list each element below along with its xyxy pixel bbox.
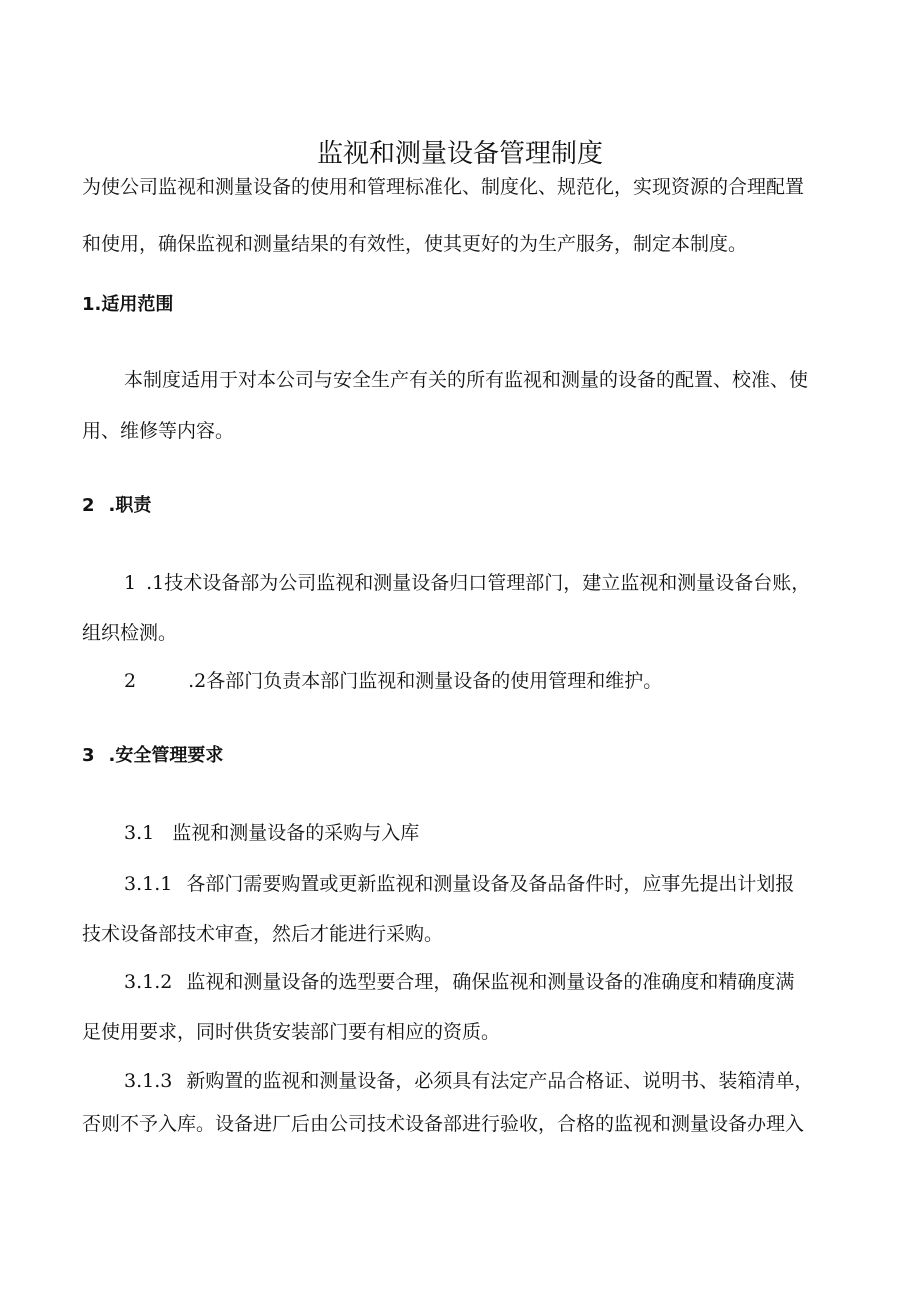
- section-3-1-heading: [124, 819, 419, 847]
- section-3-heading-number: 3: [82, 745, 95, 766]
- section-2-item-2-text: .2各部门负责本部门监视和测量设备的使用管理和维护。: [188, 670, 663, 692]
- intro-line-1: 为使公司监视和测量设备的使用和管理标准化、制度化、规范化，实现资源的合理配置: [82, 176, 805, 198]
- section-3-1-1-line-2: 技术设备部技术审查，然后才能进行采购。: [82, 923, 444, 945]
- document-title: 监视和测量设备管理制度: [316, 139, 603, 169]
- section-3-1-2-text: 监视和测量设备的选型要合理，确保监视和测量设备的准确度和精确度满: [186, 971, 795, 993]
- section-3-1-number: 3.1: [124, 822, 155, 844]
- section-3-heading: [82, 742, 223, 770]
- section-2-item-2-number: 2: [124, 670, 137, 692]
- section-2-heading: [82, 492, 151, 520]
- section-3-1-text: 监视和测量设备的采购与入库: [172, 822, 420, 844]
- section-2-item-1-number: 1: [124, 572, 137, 594]
- section-1-paragraph-line-2: 用、维修等内容。: [82, 420, 235, 442]
- section-3-1-3-text: 新购置的监视和测量设备，必须具有法定产品合格证、说明书、装箱清单，: [186, 1070, 814, 1092]
- section-3-1-2-number: 3.1.2: [124, 971, 173, 993]
- intro-line-2: 和使用，确保监视和测量结果的有效性，使其更好的为生产服务，制定本制度。: [82, 233, 748, 255]
- section-3-heading-text: .安全管理要求: [108, 745, 224, 766]
- section-1-paragraph-line-1: 本制度适用于对本公司与安全生产有关的所有监视和测量的设备的配置、校准、使: [124, 369, 809, 391]
- section-3-1-3-line-2: 否则不予入库。设备进厂后由公司技术设备部进行验收，合格的监视和测量设备办理入: [82, 1113, 805, 1135]
- section-3-1-2-line-2: 足使用要求，同时供货安装部门要有相应的资质。: [82, 1021, 501, 1043]
- section-2-item-1-line-2: 组织检测。: [82, 622, 178, 644]
- section-3-1-3-line-1: [124, 1067, 813, 1095]
- section-2-heading-number: 2: [82, 495, 95, 516]
- section-3-1-1-line-1: [124, 870, 794, 898]
- section-3-1-1-number: 3.1.1: [124, 873, 173, 895]
- section-3-1-3-number: 3.1.3: [124, 1070, 173, 1092]
- section-2-item-2: [124, 667, 662, 695]
- section-2-heading-text: .职责: [108, 495, 152, 516]
- section-3-1-2-line-1: [124, 968, 794, 996]
- section-2-item-1-text: .1技术设备部为公司监视和测量设备归口管理部门，建立监视和测量设备台账，: [146, 572, 811, 594]
- section-2-item-1-line-1: [124, 569, 810, 597]
- section-3-1-1-text: 各部门需要购置或更新监视和测量设备及备品备件时，应事先提出计划报: [186, 873, 795, 895]
- section-1-heading: 1.适用范围: [82, 294, 174, 315]
